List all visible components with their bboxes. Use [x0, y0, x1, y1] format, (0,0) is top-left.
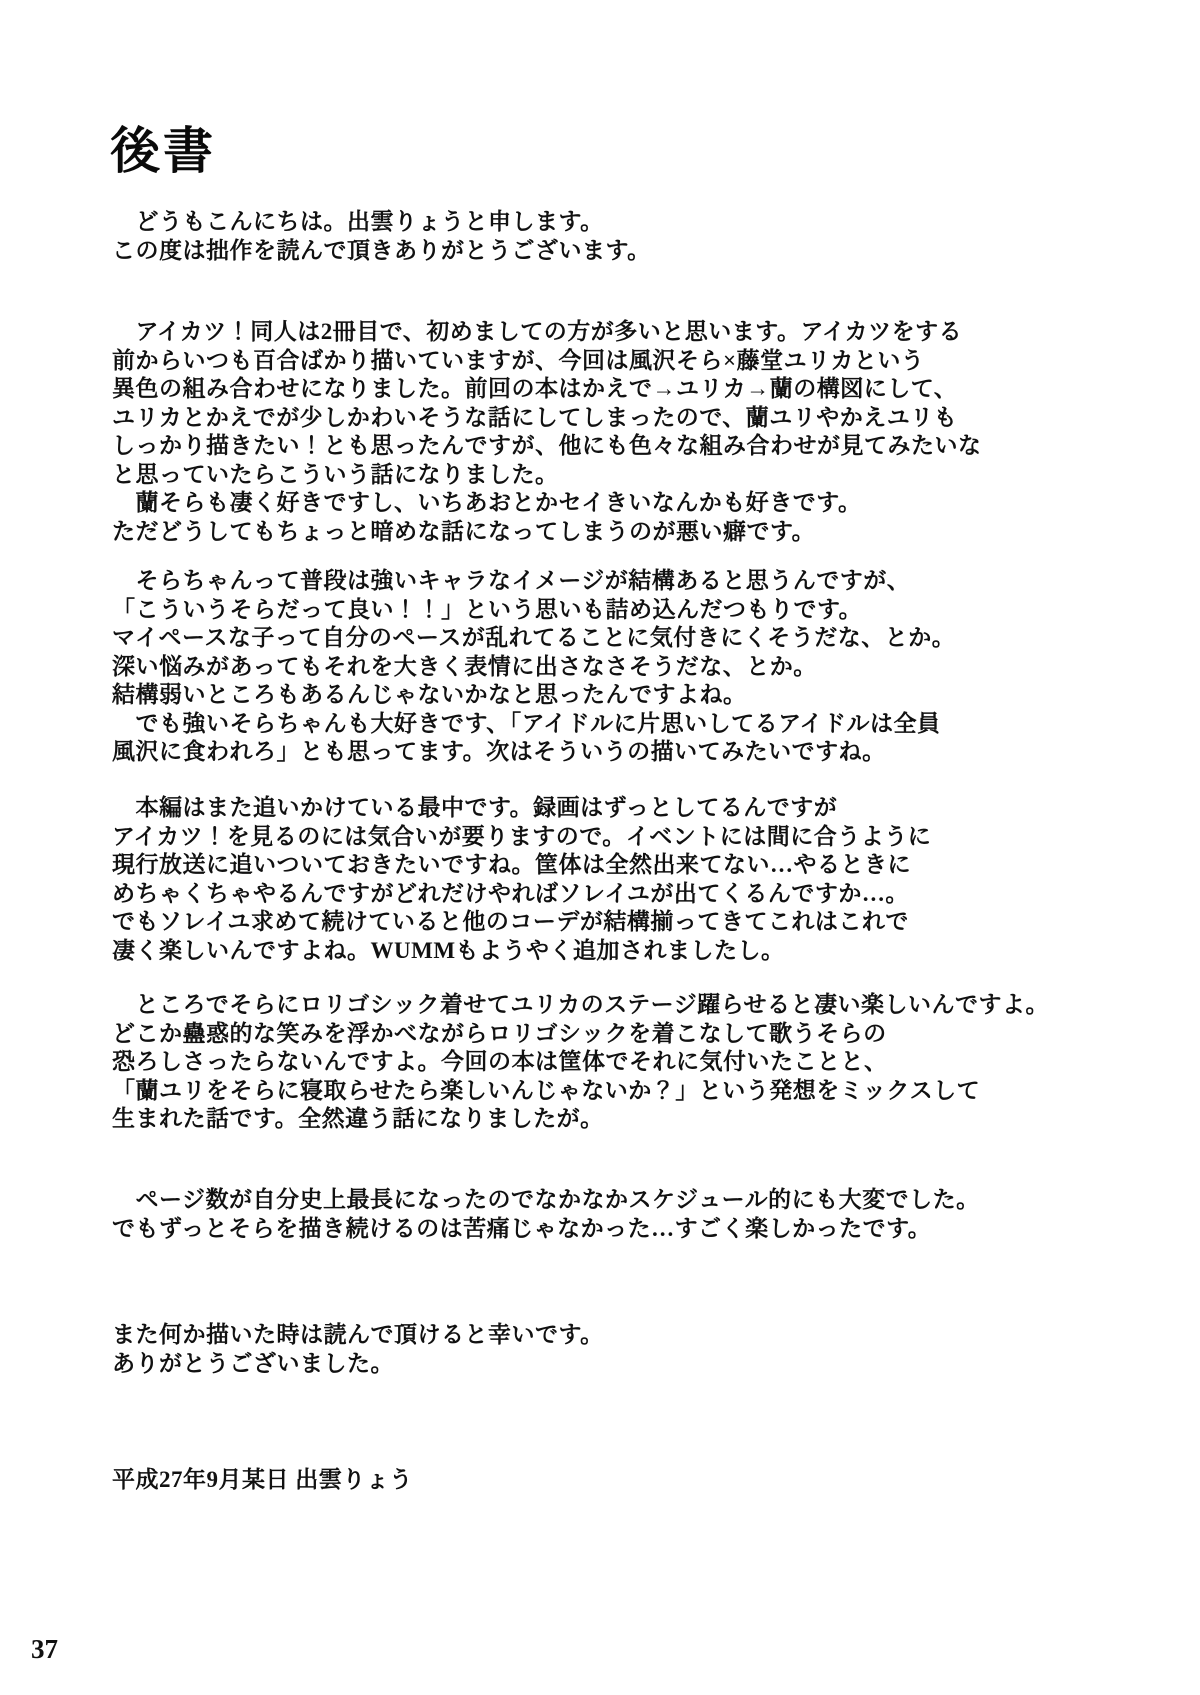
text-line: 生まれた話です。全然違う話になりましたが。 — [112, 1106, 604, 1131]
paragraph-anime-and-arcade — [112, 794, 1182, 965]
page-number: 37 — [31, 1634, 58, 1664]
text-line: 「こういうそらだって良い！！」という思いも詰め込んだつもりです。 — [112, 596, 863, 622]
text-line: しっかり描きたい！とも思ったんですが、他にも色々な組み合わせが見てみたいな — [112, 433, 982, 458]
text-line: どうもこんにちは。出雲りょうと申します。 — [112, 209, 604, 234]
paragraph-page-count — [112, 1186, 1182, 1243]
text-line: でも強いそらちゃんも大好きです、「アイドルに片思いしてるアイドルは全員 — [112, 710, 941, 736]
paragraph-pairing-background — [112, 318, 1182, 546]
text-line: でもずっとそらを描き続けるのは苦痛じゃなかった…すごく楽しかったです。 — [112, 1215, 932, 1241]
text-line: ありがとうございました。 — [112, 1350, 394, 1376]
page-title: 後書 — [110, 123, 216, 179]
text-line: 蘭そらも凄く好きですし、いちあおとかセイきいなんかも好きです。 — [112, 490, 862, 515]
paragraph-greeting — [112, 208, 1182, 265]
text-line: また何か描いた時は読んで頂けると幸いです。 — [112, 1322, 604, 1347]
paragraph-lolita-gothic-idea — [112, 991, 1182, 1134]
text-line: ページ数が自分史上最長になったのでなかなかスケジュール的にも大変でした。 — [112, 1187, 980, 1212]
text-line: ところでそらにロリゴシック着せてユリカのステージ躍らせると凄い楽しいんですよ。 — [112, 992, 1050, 1017]
text-line: 「蘭ユリをそらに寝取らせたら楽しいんじゃないか？」という発想をミックスして — [112, 1077, 981, 1103]
text-line: 本編はまた追いかけている最中です。録画はずっとしてるんですが — [112, 795, 838, 820]
paragraph-closing-thanks — [112, 1321, 1182, 1378]
paragraph-sora-character — [112, 567, 1182, 767]
text-line: でもソレイユ求めて続けていると他のコーデが結構揃ってきてこれはこれで — [112, 909, 909, 934]
text-line: 異色の組み合わせになりました。前回の本はかえで→ユリカ→蘭の構図にして、 — [112, 376, 958, 401]
text-line: 現行放送に追いついておきたいですね。筐体は全然出来てない…やるときに — [112, 852, 911, 877]
text-line: アイカツ！を見るのには気合いが要りますので。イベントには間に合うように — [112, 823, 932, 849]
text-line: どこか蠱惑的な笑みを浮かべながらロリゴシックを着こなして歌うそらの — [112, 1020, 887, 1046]
text-line: ただどうしてもちょっと暗めな話になってしまうのが悪い癖です。 — [112, 518, 816, 544]
text-line: 深い悩みがあってもそれを大きく表情に出さなさそうだな、とか。 — [112, 653, 817, 679]
text-line: この度は拙作を読んで頂きありがとうございます。 — [112, 237, 651, 263]
signature-line: 平成27年9月某日 出雲りょう — [112, 1467, 413, 1492]
text-line: 前からいつも百合ばかり描いていますが、今回は風沢そら×藤堂ユリカという — [112, 347, 925, 373]
text-line: ユリカとかえでが少しかわいそうな話にしてしまったので、蘭ユリやかえユリも — [112, 404, 958, 430]
text-line: アイカツ！同人は2冊目で、初めましての方が多いと思います。アイカツをする — [112, 319, 963, 344]
text-line: 風沢に食われろ」とも思ってます。次はそういうの描いてみたいですね。 — [112, 739, 886, 764]
text-line: 凄く楽しいんですよね。WUMMもようやく追加されましたし。 — [112, 937, 785, 963]
text-line: マイペースな子って自分のペースが乱れてることに気付きにくそうだな、とか。 — [112, 625, 956, 650]
text-line: 結構弱いところもあるんじゃないかなと思ったんですよね。 — [112, 682, 747, 707]
text-line: めちゃくちゃやるんですがどれだけやればソレイユが出てくるんですか…。 — [112, 880, 909, 906]
text-line: 恐ろしさったらないんですよ。今回の本は筐体でそれに気付いたことと、 — [112, 1049, 888, 1074]
text-line: と思っていたらこういう話になりました。 — [112, 461, 559, 487]
text-line: そらちゃんって普段は強いキャラなイメージが結構あると思うんですが、 — [112, 568, 911, 593]
